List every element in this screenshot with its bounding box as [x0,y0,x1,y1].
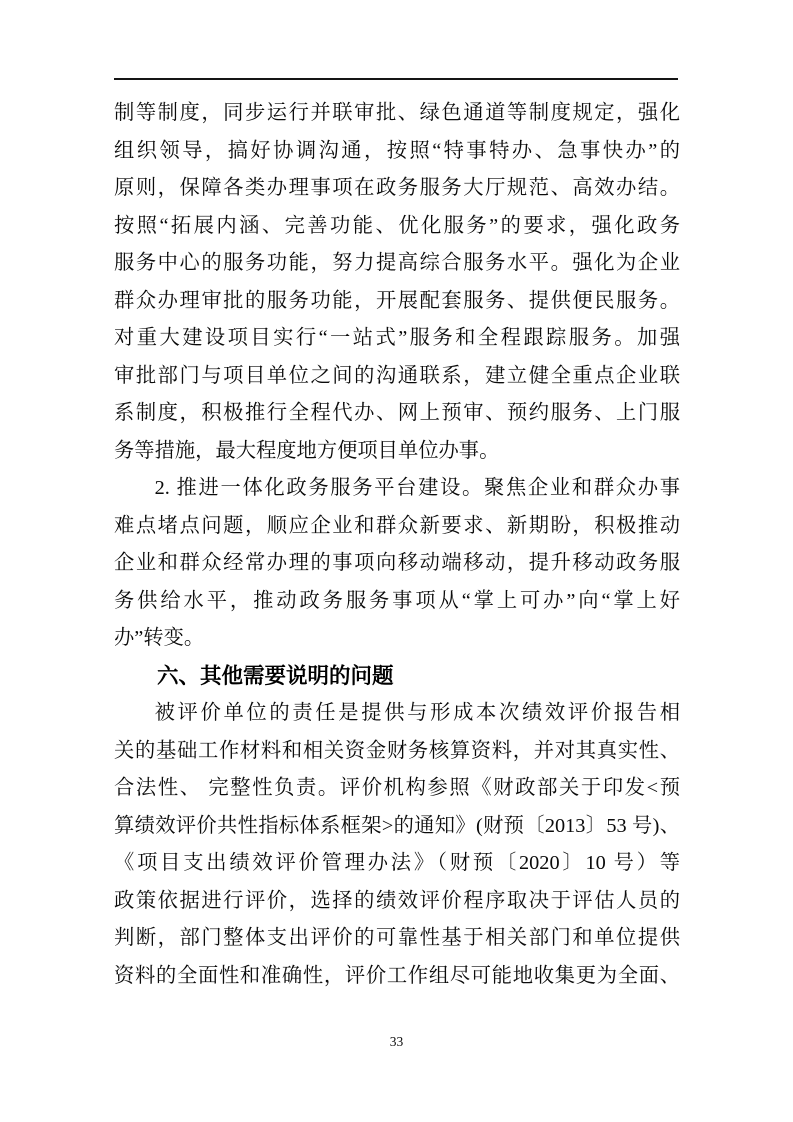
text-line: 务等措施，最大程度地方便项目单位办事。 [114,439,500,462]
text-line: 原则，保障各类办理事项在政务服务大厅规范、高效办结。 [114,177,680,199]
text-line: 判断，部门整体支出评价的可靠性基于相关部门和单位提供 [114,927,680,949]
paragraph [114,470,680,658]
text-line: 对重大建设项目实行“一站式”服务和全程跟踪服务。加强 [114,327,680,349]
text-line: 关的基础工作材料和相关资金财务核算资料，并对其真实性、 [114,739,680,762]
text-line: 企业和群众经常办理的事项向移动端移动，提升移动政务服 [114,552,680,574]
text-line: 难点堵点问题，顺应企业和群众新要求、新期盼，积极推动 [114,514,680,537]
section-heading [114,658,680,696]
text-line: 审批部门与项目单位之间的沟通联系，建立健全重点企业联 [114,364,680,387]
text-line: 群众办理审批的服务功能，开展配套服务、提供便民服务。 [114,289,680,312]
heading-line: 六、其他需要说明的问题 [157,663,394,688]
text-line: 算绩效评价共性指标体系框架>的通知》(财预〔2013〕53 号)、 [114,814,680,837]
paragraph [114,695,680,995]
text-line: 资料的全面性和准确性，评价工作组尽可能地收集更为全面、 [114,964,680,987]
text-line: 制等制度，同步运行并联审批、绿色通道等制度规定，强化 [114,102,680,124]
text-line: 按照“拓展内涵、完善功能、优化服务”的要求，强化政务 [114,214,680,237]
text-line: 组织领导，搞好协调沟通，按照“特事特办、急事快办”的 [114,139,680,162]
text-line: 政策依据进行评价，选择的绩效评价程序取决于评估人员的 [114,889,680,912]
text-line: 被评价单位的责任是提供与形成本次绩效评价报告相 [154,702,680,724]
paragraph [114,95,680,470]
text-line: 办”转变。 [114,627,205,649]
text-line: 务供给水平，推动政务服务事项从“掌上可办”向“掌上好 [114,589,680,612]
text-line: 服务中心的服务功能，努力提高综合服务水平。强化为企业 [114,252,680,274]
text-line: 系制度，积极推行全程代办、网上预审、预约服务、上门服 [114,402,680,424]
document-body [114,95,680,995]
page-number: 33 [389,1034,404,1049]
text-line: 2. 推进一体化政务服务平台建设。聚焦企业和群众办事 [154,477,680,499]
text-line: 合法性、 完整性负责。评价机构参照《财政部关于印发<预 [114,777,680,799]
text-line: 《项目支出绩效评价管理办法》（财预〔2020〕10 号）等 [114,852,680,874]
header-rule [114,78,678,80]
